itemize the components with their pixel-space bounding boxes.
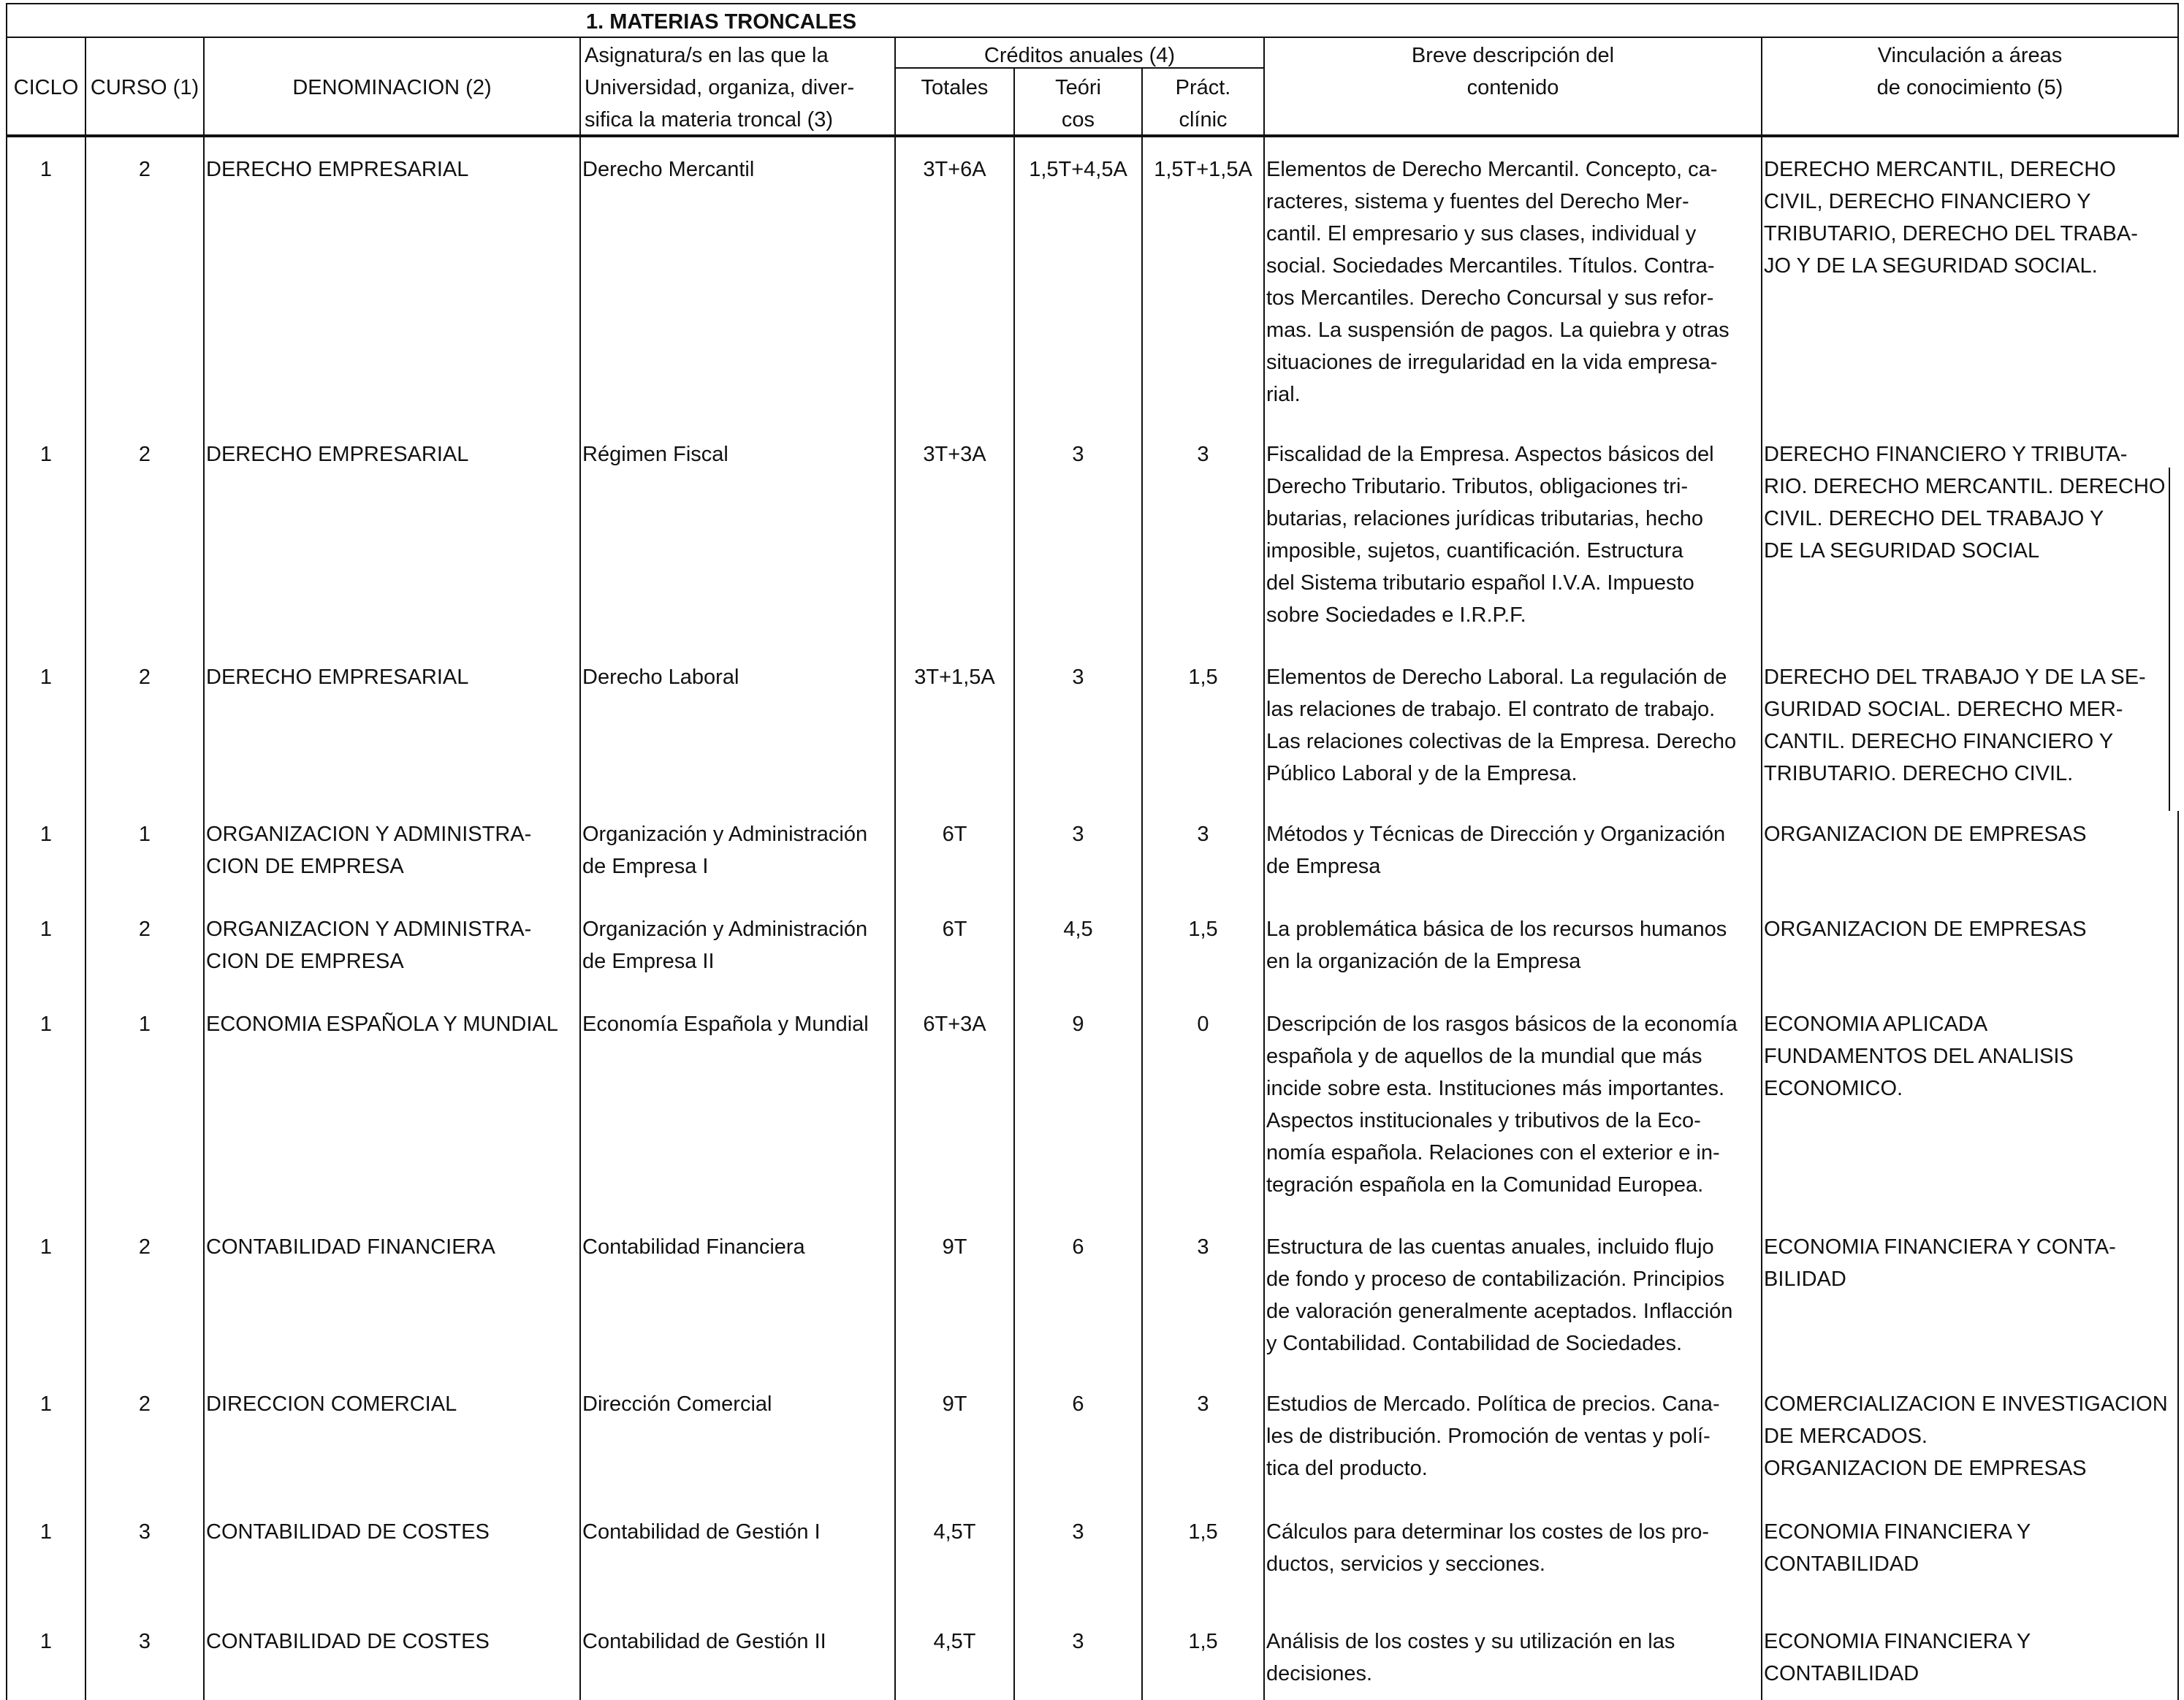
cell-denominacion: DIRECCION COMERCIAL [206, 1392, 457, 1416]
cell-ciclo: 1 [39, 158, 53, 181]
header-totales: Totales [921, 76, 989, 99]
cell-denominacion: CONTABILIDAD DE COSTES [206, 1520, 490, 1544]
cell-vinculacion: ECONOMIA FINANCIERA Y CONTABILIDAD [1764, 1630, 2031, 1685]
cell-curso: 2 [138, 158, 151, 181]
cell-practicos: 1,5T+1,5A [1154, 158, 1252, 181]
cell-asignatura: Organización y Administración de Empresa I [582, 823, 868, 878]
cell-vinculacion: ECONOMIA FINANCIERA Y CONTA- BILIDAD [1764, 1235, 2116, 1291]
cell-ciclo: 1 [39, 1013, 53, 1036]
cell-teoricos: 3 [1072, 823, 1084, 846]
cell-descripcion: La problemática básica de los recursos humanos en la organización de la Empresa [1266, 918, 1727, 973]
cell-ciclo: 1 [39, 918, 53, 941]
cell-vinculacion: ORGANIZACION DE EMPRESAS [1764, 918, 2087, 941]
cell-asignatura: Contabilidad de Gestión II [582, 1630, 826, 1653]
cell-vinculacion: DERECHO MERCANTIL, DERECHO CIVIL, DERECHO FINANCIERO Y TRIBUTARIO, DERECHO DEL TRABA- JO Y DE LA SEGURIDAD SOCIAL. [1764, 158, 2138, 278]
cell-practicos: 1,5 [1188, 918, 1218, 941]
cell-practicos: 1,5 [1188, 666, 1218, 689]
cell-descripcion: Estudios de Mercado. Política de precios. Cana- les de distribución. Promoción de ventas y polí- tica del producto. [1266, 1392, 1720, 1480]
col-line-teoricos [1013, 67, 1015, 1700]
cell-totales: 4,5T [933, 1630, 976, 1653]
cell-descripcion: Cálculos para determinar los costes de los pro- ductos, servicios y secciones. [1266, 1520, 1710, 1576]
cell-descripcion: Fiscalidad de la Empresa. Aspectos básicos del Derecho Tributario. Tributos, obligaciones tri- butarias, relaciones jurídicas tributarias, hecho imposible, sujetos, cuantificación. Estructura del Sistema tributario español I.V.A. Impuesto sobre Sociedades e I.R.P.F. [1266, 443, 1714, 627]
cell-curso: 2 [138, 918, 151, 941]
cell-asignatura: Contabilidad Financiera [582, 1235, 805, 1259]
cell-vinculacion: ECONOMIA FINANCIERA Y CONTABILIDAD [1764, 1520, 2031, 1576]
cell-curso: 2 [138, 443, 151, 466]
cell-teoricos: 6 [1072, 1235, 1084, 1259]
header-curso: CURSO (1) [90, 76, 199, 99]
cell-teoricos: 9 [1072, 1013, 1084, 1036]
cell-denominacion: CONTABILIDAD FINANCIERA [206, 1235, 495, 1259]
cell-practicos: 1,5 [1188, 1520, 1218, 1544]
cell-curso: 3 [138, 1520, 151, 1544]
page-title: 1. MATERIAS TRONCALES [586, 10, 857, 34]
cell-curso: 2 [138, 1392, 151, 1416]
cell-ciclo: 1 [39, 443, 53, 466]
cell-ciclo: 1 [39, 666, 53, 689]
header-asignatura: Asignatura/s en las que la Universidad, organiza, diver- sifica la materia troncal (3) [585, 44, 855, 131]
cell-practicos: 3 [1197, 1392, 1209, 1416]
cell-totales: 9T [942, 1392, 967, 1416]
cell-denominacion: ECONOMIA ESPAÑOLA Y MUNDIAL [206, 1013, 558, 1036]
header-practicos: Práct. clínic [1175, 76, 1231, 131]
cell-curso: 2 [138, 1235, 151, 1259]
cell-totales: 3T+3A [923, 443, 986, 466]
cell-asignatura: Régimen Fiscal [582, 443, 728, 466]
cell-teoricos: 3 [1072, 1520, 1084, 1544]
header-denominacion: DENOMINACION (2) [292, 76, 492, 99]
cell-asignatura: Dirección Comercial [582, 1392, 772, 1416]
header-teoricos: Teóri cos [1055, 76, 1101, 131]
cell-descripcion: Descripción de los rasgos básicos de la economía española y de aquellos de la mundial que más incide sobre esta. Instituciones más importantes. Aspectos institucionales y tributivos de la Eco- nomía española. Relaciones con el exterior e in- tegración española en la Comunidad Europea. [1266, 1013, 1738, 1197]
cell-totales: 4,5T [933, 1520, 976, 1544]
title-bar [6, 3, 2179, 38]
col-line-curso [85, 37, 86, 1700]
cell-asignatura: Derecho Laboral [582, 666, 739, 689]
cell-curso: 2 [138, 666, 151, 689]
cell-practicos: 0 [1197, 1013, 1209, 1036]
col-line-asignatura [579, 37, 581, 1700]
cell-ciclo: 1 [39, 1392, 53, 1416]
cell-totales: 6T [942, 918, 967, 941]
cell-descripcion: Métodos y Técnicas de Dirección y Organización de Empresa [1266, 823, 1726, 878]
cell-teoricos: 3 [1072, 443, 1084, 466]
cell-vinculacion: DERECHO FINANCIERO Y TRIBUTA- RIO. DERECHO MERCANTIL. DERECHO CIVIL. DERECHO DEL TRABAJO Y DE LA SEGURIDAD SOCIAL [1764, 443, 2166, 563]
cell-curso: 1 [138, 1013, 151, 1036]
cell-teoricos: 3 [1072, 666, 1084, 689]
header-ciclo: CICLO [13, 76, 79, 99]
cell-ciclo: 1 [39, 1630, 53, 1653]
cell-descripcion: Análisis de los costes y su utilización en las decisiones. [1266, 1630, 1675, 1685]
cell-vinculacion: DERECHO DEL TRABAJO Y DE LA SE- GURIDAD SOCIAL. DERECHO MER- CANTIL. DERECHO FINANCIERO Y TRIBUTARIO. DERECHO CIVIL. [1764, 666, 2146, 785]
cell-denominacion: DERECHO EMPRESARIAL [206, 666, 469, 689]
header-left-border [6, 37, 7, 1700]
header-vinculacion: Vinculación a áreas de conocimiento (5) [1876, 44, 2063, 99]
cell-practicos: 3 [1197, 443, 1209, 466]
cell-teoricos: 1,5T+4,5A [1029, 158, 1127, 181]
cell-curso: 3 [138, 1630, 151, 1653]
cell-teoricos: 4,5 [1063, 918, 1093, 941]
col-line-vinculacion [1761, 37, 1762, 1700]
cell-vinculacion: COMERCIALIZACION E INVESTIGACION DE MERCADOS. ORGANIZACION DE EMPRESAS [1764, 1392, 2168, 1480]
cell-descripcion: Estructura de las cuentas anuales, incluido flujo de fondo y proceso de contabilización. Principios de valoración generalmente aceptados. Inflacción y Contabilidad. Contabilidad de Sociedades. [1266, 1235, 1733, 1355]
cell-totales: 9T [942, 1235, 967, 1259]
cell-teoricos: 3 [1072, 1630, 1084, 1653]
header-descripcion: Breve descripción del contenido [1411, 44, 1615, 99]
cell-totales: 3T+6A [923, 158, 986, 181]
cell-denominacion: ORGANIZACION Y ADMINISTRA- CION DE EMPRESA [206, 823, 532, 878]
cell-asignatura: Organización y Administración de Empresa II [582, 918, 868, 973]
cell-descripcion: Elementos de Derecho Mercantil. Concepto, ca- racteres, sistema y fuentes del Derecho Mer- cantil. El empresario y sus clases, individual y social. Sociedades Mercantiles. Títulos. Contra- tos Mercantiles. Derecho Concursal y sus refor- mas. La suspensión de pagos. La quiebra y otras situaciones de irregularidad en la vida empresa- rial. [1266, 158, 1730, 406]
col-line-practicos [1141, 67, 1143, 1700]
col-line-descripcion [1263, 37, 1265, 1700]
cell-denominacion: CONTABILIDAD DE COSTES [206, 1630, 490, 1653]
cell-totales: 3T+1,5A [914, 666, 995, 689]
cell-totales: 6T [942, 823, 967, 846]
cell-denominacion: DERECHO EMPRESARIAL [206, 158, 469, 181]
cell-curso: 1 [138, 823, 151, 846]
cell-practicos: 1,5 [1188, 1630, 1218, 1653]
header-creditos: Créditos anuales (4) [983, 44, 1176, 67]
cell-asignatura: Contabilidad de Gestión I [582, 1520, 821, 1544]
cell-ciclo: 1 [39, 1520, 53, 1544]
cell-denominacion: DERECHO EMPRESARIAL [206, 443, 469, 466]
cell-asignatura: Derecho Mercantil [582, 158, 755, 181]
cell-ciclo: 1 [39, 1235, 53, 1259]
cell-practicos: 3 [1197, 1235, 1209, 1259]
header-right-border [2177, 37, 2179, 137]
cell-vinculacion: ECONOMIA APLICADA FUNDAMENTOS DEL ANALISIS ECONOMICO. [1764, 1013, 2074, 1100]
cell-teoricos: 6 [1072, 1392, 1084, 1416]
cell-ciclo: 1 [39, 823, 53, 846]
cell-denominacion: ORGANIZACION Y ADMINISTRA- CION DE EMPRESA [206, 918, 532, 973]
cell-totales: 6T+3A [923, 1013, 986, 1036]
cell-vinculacion: ORGANIZACION DE EMPRESAS [1764, 823, 2087, 846]
cell-practicos: 3 [1197, 823, 1209, 846]
col-line-denominacion [203, 37, 205, 1700]
cell-asignatura: Economía Española y Mundial [582, 1013, 869, 1036]
col-line-totales [894, 37, 896, 1700]
cell-descripcion: Elementos de Derecho Laboral. La regulación de las relaciones de trabajo. El contrato de trabajo. Las relaciones colectivas de la Empresa. Derecho Público Laboral y de la Empresa. [1266, 666, 1737, 785]
